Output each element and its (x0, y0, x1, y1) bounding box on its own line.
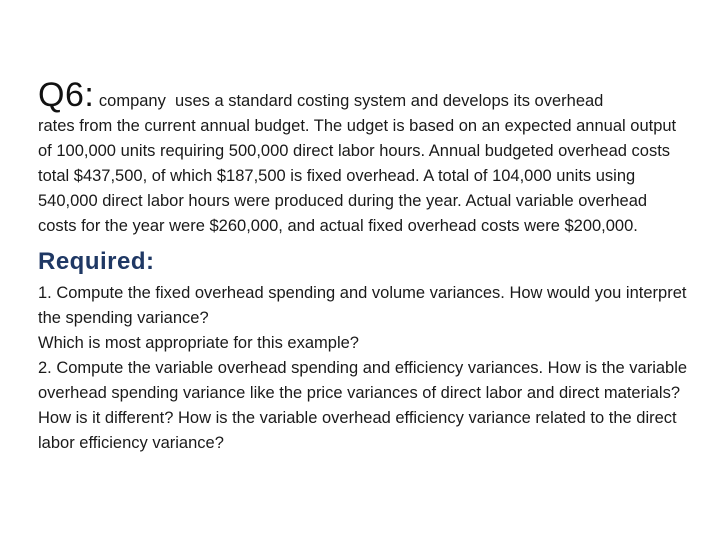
required-item-1: 1. Compute the fixed overhead spending and volume variances. How would you interpret the spending variance? (38, 284, 687, 327)
required-item-1-followup: Which is most appropriate for this example? (38, 334, 359, 352)
question-header (38, 78, 688, 112)
required-item-2: 2. Compute the variable overhead spending and efficiency variances. How is the variable overhead spending variance like the price variances of direct labor and direct materials? How is it different? How is the variable overhead efficiency variance related to the direct labor efficiency variance? (38, 359, 688, 452)
slide-content (38, 78, 688, 456)
question-body: rates from the current annual budget. The udget is based on an expected annual output of 100,000 units requiring 500,000 direct labor hours. Annual budgeted overhead costs total $437,500, of which $187,500 is fixed overhead. A total of 104,000 units using 540,000 direct labor hours were produced during the year. Actual variable overhead costs for the year were $260,000, and actual fixed overhead costs were $200,000. (38, 117, 677, 235)
question-lead-text: company uses a standard costing system and develops its overhead (94, 92, 604, 110)
question-label: Q6: (38, 76, 95, 114)
required-heading: Required: (38, 248, 155, 275)
